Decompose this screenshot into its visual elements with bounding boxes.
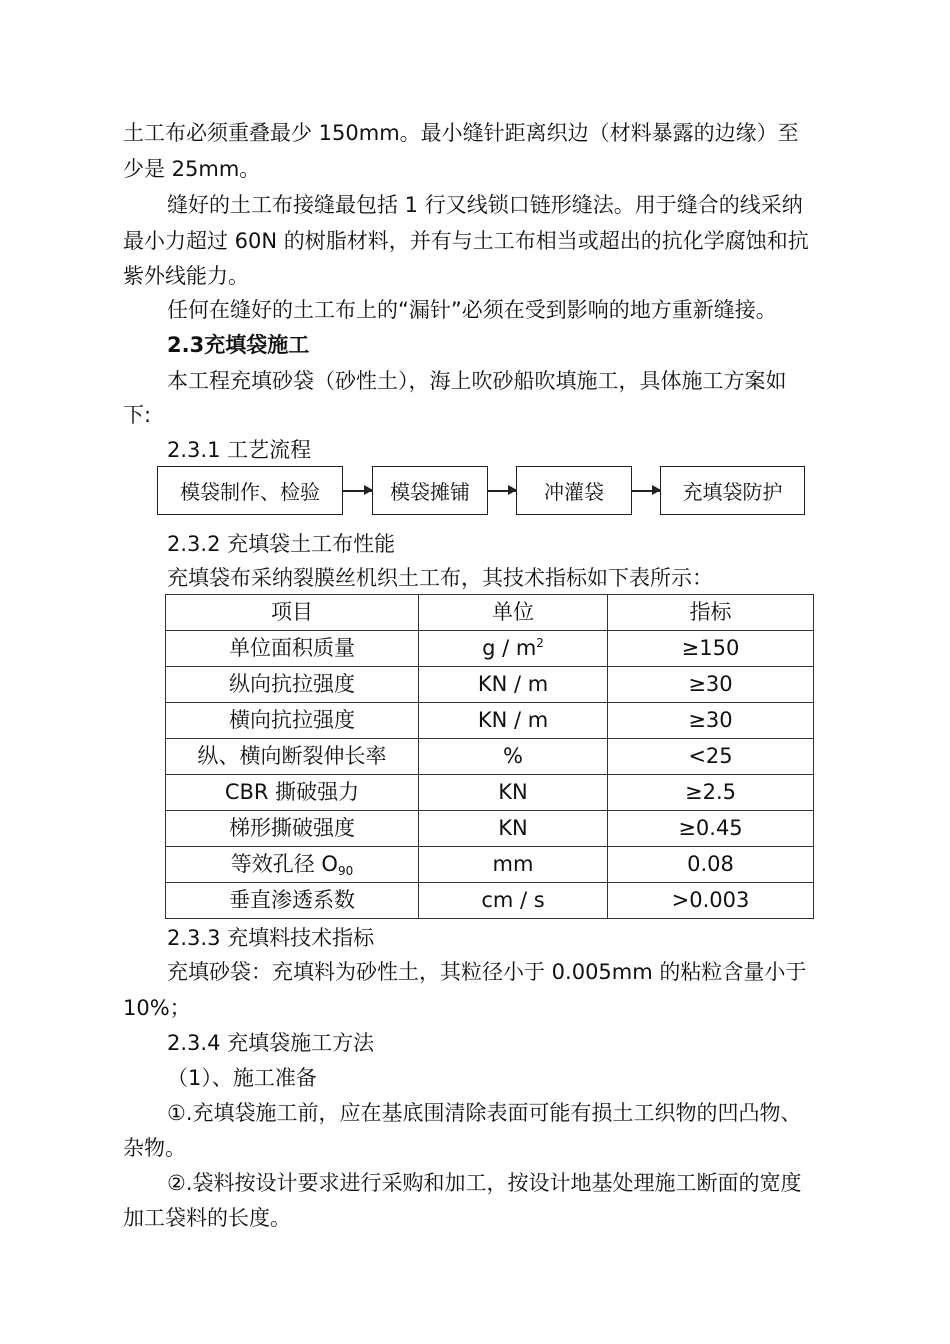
cell-unit: cm / s [419, 883, 608, 919]
paragraph-line: 杂物。 [123, 1136, 186, 1160]
cell-item: 梯形撕破强度 [166, 811, 419, 847]
cell-item [166, 847, 419, 883]
cell-value: ≥0.45 [608, 811, 814, 847]
cell-value: ≥150 [608, 631, 814, 667]
table-row [166, 703, 814, 739]
text-run: 充填袋布采纳裂膜丝机织土工 [167, 566, 440, 590]
paragraph-line: 10%； [123, 996, 191, 1020]
paragraph-line: 紫外线能力。 [123, 264, 249, 288]
cell-item: 横向抗拉强度 [166, 703, 419, 739]
cell-item: CBR 撕破强力 [166, 775, 419, 811]
paragraph-line [167, 564, 713, 592]
flow-step-2: 模袋摊铺 [372, 466, 488, 515]
cell-item: 纵、横向断裂伸长率 [166, 739, 419, 775]
paragraph-line: 少是 25mm。 [123, 157, 261, 181]
table-row [166, 775, 814, 811]
paragraph-line: （1）、施工准备 [167, 1066, 317, 1090]
table-row [166, 631, 814, 667]
cell-value: 0.08 [608, 847, 814, 883]
subsection-heading: 2.3.4 充填袋施工方法 [167, 1031, 375, 1055]
table-header-row [166, 595, 814, 631]
subsection-heading: 2.3.3 充填料技术指标 [167, 926, 375, 950]
cell-value: ≥30 [608, 667, 814, 703]
cell-item: 垂直渗透系数 [166, 883, 419, 919]
item-subscript: 90 [337, 864, 354, 878]
paragraph-line: ②.袋料按设计要求进行采购和加工，按设计地基处理施工断面的宽度 [167, 1171, 802, 1195]
flow-arrow-icon [488, 490, 516, 492]
cell-value: ≥2.5 [608, 775, 814, 811]
table-row [166, 847, 814, 883]
table-row [166, 667, 814, 703]
item-text: 等效孔径 O [230, 852, 338, 876]
paragraph-line: 下: [123, 403, 152, 427]
cell-unit: KN / m [419, 703, 608, 739]
cell-unit [419, 631, 608, 667]
paragraph-line: 最小力超过 60N 的树脂材料，并有与土工布相当或超出的抗化学腐蚀和抗 [123, 229, 809, 253]
section-heading: 2.3充填袋施工 [167, 333, 310, 357]
cell-unit: mm [419, 847, 608, 883]
column-header: 单位 [419, 595, 608, 631]
paragraph-line: 缝好的土工布接缝最包括 1 行又线锁口链形缝法。用于缝合的线采纳 [167, 193, 803, 217]
subsection-heading: 2.3.2 充填袋土工布性能 [167, 532, 396, 556]
geotextile-spec-table [165, 594, 814, 919]
cell-unit: KN [419, 775, 608, 811]
column-header: 指标 [608, 595, 814, 631]
paragraph-line: ①.充填袋施工前，应在基底围清除表面可能有损土工织物的凹凸物、 [167, 1101, 802, 1125]
cell-item: 单位面积质量 [166, 631, 419, 667]
flow-arrow-icon [343, 490, 372, 492]
flow-step-3: 冲灌袋 [516, 466, 632, 515]
cell-value: ≥30 [608, 703, 814, 739]
flow-arrow-icon [632, 490, 660, 492]
column-header: 项目 [166, 595, 419, 631]
cell-item: 纵向抗拉强度 [166, 667, 419, 703]
cell-value: >0.003 [608, 883, 814, 919]
subsection-heading: 2.3.1 工艺流程 [167, 438, 312, 462]
cell-unit: KN [419, 811, 608, 847]
unit-text: g / m [482, 636, 537, 660]
flow-step-1: 模袋制作、检验 [157, 466, 343, 515]
text-run: 布，其技术指标如下表所示： [440, 566, 713, 590]
cell-value: <25 [608, 739, 814, 775]
paragraph-line: 本工程充填砂袋（砂性土），海上吹砂船吹填施工，具体施工方案如 [167, 369, 787, 393]
table-row [166, 811, 814, 847]
cell-unit: % [419, 739, 608, 775]
paragraph-line: 加工袋料的长度。 [123, 1206, 291, 1230]
table-row [166, 883, 814, 919]
paragraph-line: 充填砂袋：充填料为砂性土，其粒径小于 0.005mm 的粘粒含量小于 [167, 960, 807, 984]
paragraph-line: 任何在缝好的土工布上的“漏针”必须在受到影响的地方重新缝接。 [167, 298, 777, 322]
paragraph-line: 土工布必须重叠最少 150mm。最小缝针距离织边（材料暴露的边缘）至 [123, 121, 799, 145]
cell-unit: KN / m [419, 667, 608, 703]
table-row [166, 739, 814, 775]
unit-superscript: 2 [536, 636, 544, 650]
flow-step-4: 充填袋防护 [660, 466, 805, 515]
